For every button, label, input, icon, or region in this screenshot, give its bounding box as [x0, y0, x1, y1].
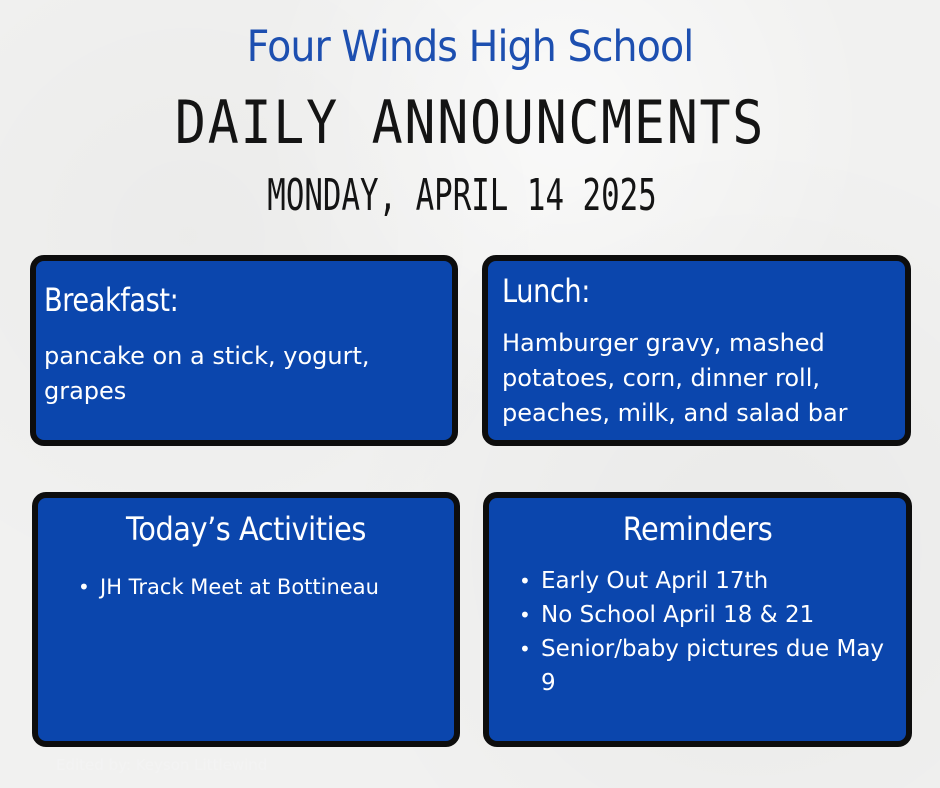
list-item: • Senior/baby pictures due May 9: [519, 632, 889, 700]
list-item: • JH Track Meet at Bottineau: [78, 570, 458, 604]
activities-list: [78, 570, 458, 604]
editor-credit: Edited by: Keyson Littlewind: [56, 756, 268, 774]
list-item: • Early Out April 17th: [519, 564, 889, 598]
lunch-heading: Lunch:: [502, 272, 590, 310]
reminders-card: [483, 492, 912, 747]
breakfast-menu: pancake on a stick, yogurt, grapes: [44, 342, 370, 405]
activities-card: [32, 492, 460, 747]
activities-heading: Today’s Activities: [126, 510, 366, 548]
lunch-menu: Hamburger gravy, mashed potatoes, corn, dinner roll, peaches, milk, and salad bar: [502, 329, 848, 427]
school-name: Four Winds High School: [246, 22, 694, 72]
lunch-card: [482, 255, 911, 446]
reminders-list: [519, 564, 889, 700]
breakfast-heading: Breakfast:: [44, 281, 179, 319]
reminders-heading: Reminders: [622, 510, 773, 548]
breakfast-card: [30, 255, 458, 446]
list-item: • No School April 18 & 21: [519, 598, 889, 632]
page-title: DAILY ANNOUNCMENTS: [174, 88, 766, 158]
announcement-date: MONDAY, APRIL 14 2025: [267, 170, 657, 221]
